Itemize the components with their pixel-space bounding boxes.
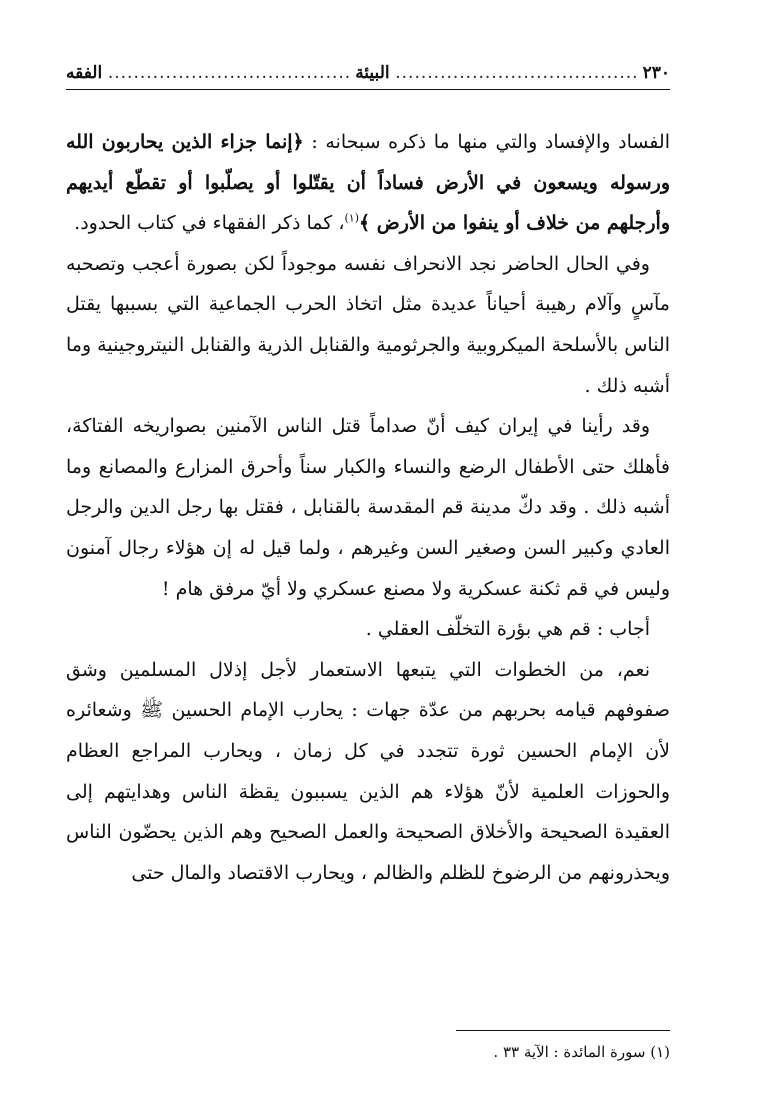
quran-bracket-open: ﴿ — [292, 131, 304, 153]
quran-bracket-close: ﴾ — [358, 212, 377, 235]
page-number: ٢٣٠ — [642, 63, 670, 83]
running-header — [66, 58, 670, 88]
paragraph — [66, 122, 670, 244]
quran-verse: إنما جزاء الذين يحاربون الله ورسوله ويسعون في الأرض فساداً أن يقتّلوا أو يصلّبوا أو تقطّع أيديهم وأرجلهم من خلاف أو ينفوا من الأرض — [66, 131, 670, 235]
paragraph-intro: الفساد والإفساد والتي منها ما ذكره سبحانه : — [303, 131, 670, 153]
header-rule — [66, 89, 670, 90]
paragraph-rest: ، كما ذكر الفقهاء في كتاب الحدود. — [74, 212, 345, 235]
section-title: الفقه — [65, 63, 103, 83]
paragraph: وقد رأينا في إيران كيف أنّ صداماً قتل الناس الآمنين بصواريخه الفتاكة، فأهلك حتى الأطفال الرضع والنساء والكبار سناً وأحرق المزارع والمصانع وما أشبه ذلك . وقد دكّ مدينة قم المقدسة بالقنابل ، فقتل بها رجل الدين والرجل العادي وكبير السن وصغير السن وغيرهم ، ولما قيل له إن هؤلاء رجال آمنون وليس في قم ثكنة عسكرية ولا مصنع عسكري ولا أيّ مرفق هام ! — [66, 415, 670, 600]
footnote: (١) سورة المائدة : الآية ٣٣ . — [493, 1043, 670, 1061]
main-text — [66, 122, 670, 893]
book-title: البيئة — [355, 63, 390, 83]
paragraph: أجاب : قم هي بؤرة التخلّف العقلي . — [365, 618, 650, 641]
header-dot-leader — [394, 63, 639, 83]
header-dot-leader — [106, 63, 351, 83]
footnote-reference: (١) — [344, 211, 359, 225]
footnote-rule — [456, 1030, 670, 1031]
paragraph: نعم، من الخطوات التي يتبعها الاستعمار لأجل إذلال المسلمين وشق صفوفهم قيامه بحربهم من عدّة جهات : يحارب الإمام الحسين ﷺ وشعائره لأن الإمام الحسين ثورة تتجدد في كل زمان ، ويحارب المراجع العظام والحوزات العلمية لأنّ هؤلاء هم الذين يسببون يقظة الناس وهدايتهم إلى العقيدة الصحيحة والأخلاق الصحيحة والعمل الصحيح وهم الذين يحضّون الناس ويحذرونهم من الرضوخ للظلم والظالم ، ويحارب الاقتصاد والمال حتى — [66, 658, 670, 884]
paragraph: وفي الحال الحاضر نجد الانحراف نفسه موجوداً لكن بصورة أعجب وتصحبه مآسٍ وآلام رهيبة أحياناً عديدة مثل اتخاذ الحرب الجماعية التي بسببها يقتل الناس بالأسلحة الميكروبية والجرثومية والقنابل الذرية والقنابل النيتروجينية وما أشبه ذلك . — [65, 252, 670, 397]
